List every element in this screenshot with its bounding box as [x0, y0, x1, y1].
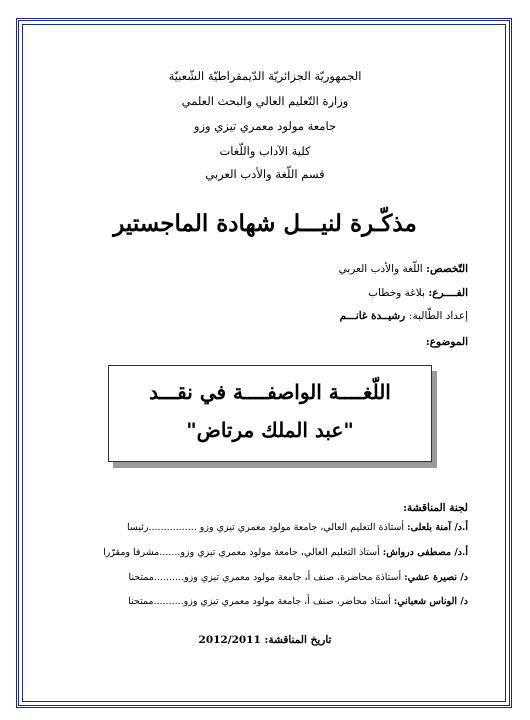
discussion-date-value: 2012/2011 — [198, 634, 261, 646]
ministry-line: وزارة التّعليم العالي والبحث العلمي — [181, 94, 349, 108]
member-details: أستاذة محاضرة، صنف أ، جامعة مولود معمري تيزي وزو..........ممتحنا — [128, 572, 405, 583]
member-details: أستاذ التعليم العالي، جامعة مولود معمري تيزي وزو.......مشرفا ومقرّرا — [103, 547, 383, 558]
member-name: د/ نصيرة عشي: — [404, 572, 468, 583]
committee-member — [103, 547, 468, 558]
committee-member — [128, 596, 468, 607]
republic-line: الجمهوريّة الجزائريّة الدّيمقراطيّة الشّعبيّة — [168, 69, 362, 83]
committee-heading: لجنة المناقشة: — [403, 502, 468, 514]
discussion-date-row — [0, 634, 530, 646]
department-line: قسم اللّغة والأدب العربي — [205, 167, 325, 181]
branch-row — [368, 287, 468, 299]
member-details: أستاذة التعليم العالي، جامعة مولود معمري تيزي وزو ................رئيسا — [127, 522, 408, 533]
specialty-label: التّخصص: — [426, 263, 468, 275]
specialty-value: اللّغة والأدب العربي — [338, 263, 427, 275]
student-label: إعداد الطّالبة: — [408, 310, 468, 322]
faculty-line: كلية الآداب واللّغات — [219, 144, 311, 158]
subject-box — [108, 365, 432, 462]
committee-member — [127, 522, 468, 533]
committee-member — [129, 572, 468, 583]
branch-value: بلاغة وخطاب — [368, 287, 429, 299]
university-line: جامعة مولود معمري تيزي وزو — [193, 119, 337, 133]
subject-label: الموضوع: — [425, 336, 468, 348]
member-name: د/ الوناس شعباني: — [393, 596, 468, 607]
member-name: أ.د/ مصطفى درواش: — [382, 547, 468, 558]
member-name: أ.د/ آمنة بلعلى: — [407, 522, 468, 533]
subject-line-1: اللّغــــة الواصفــــة في نقـــد — [149, 380, 391, 404]
specialty-row — [339, 263, 468, 275]
student-name: رشيــدة غانـــم — [339, 310, 409, 322]
thesis-title: مذكّـرة لنيـــل شهادة الماجستير — [113, 210, 417, 237]
branch-label: الفــــرع: — [428, 287, 468, 299]
subject-line-2: "عبد الملك مرتاض" — [186, 418, 354, 442]
discussion-date-label: تاريخ المناقشة: — [264, 634, 332, 646]
student-row — [340, 310, 468, 322]
member-details: أستاذ محاضر، صنف أ، جامعة مولود معمري تيزي وزو..........ممتحنا — [128, 596, 394, 607]
